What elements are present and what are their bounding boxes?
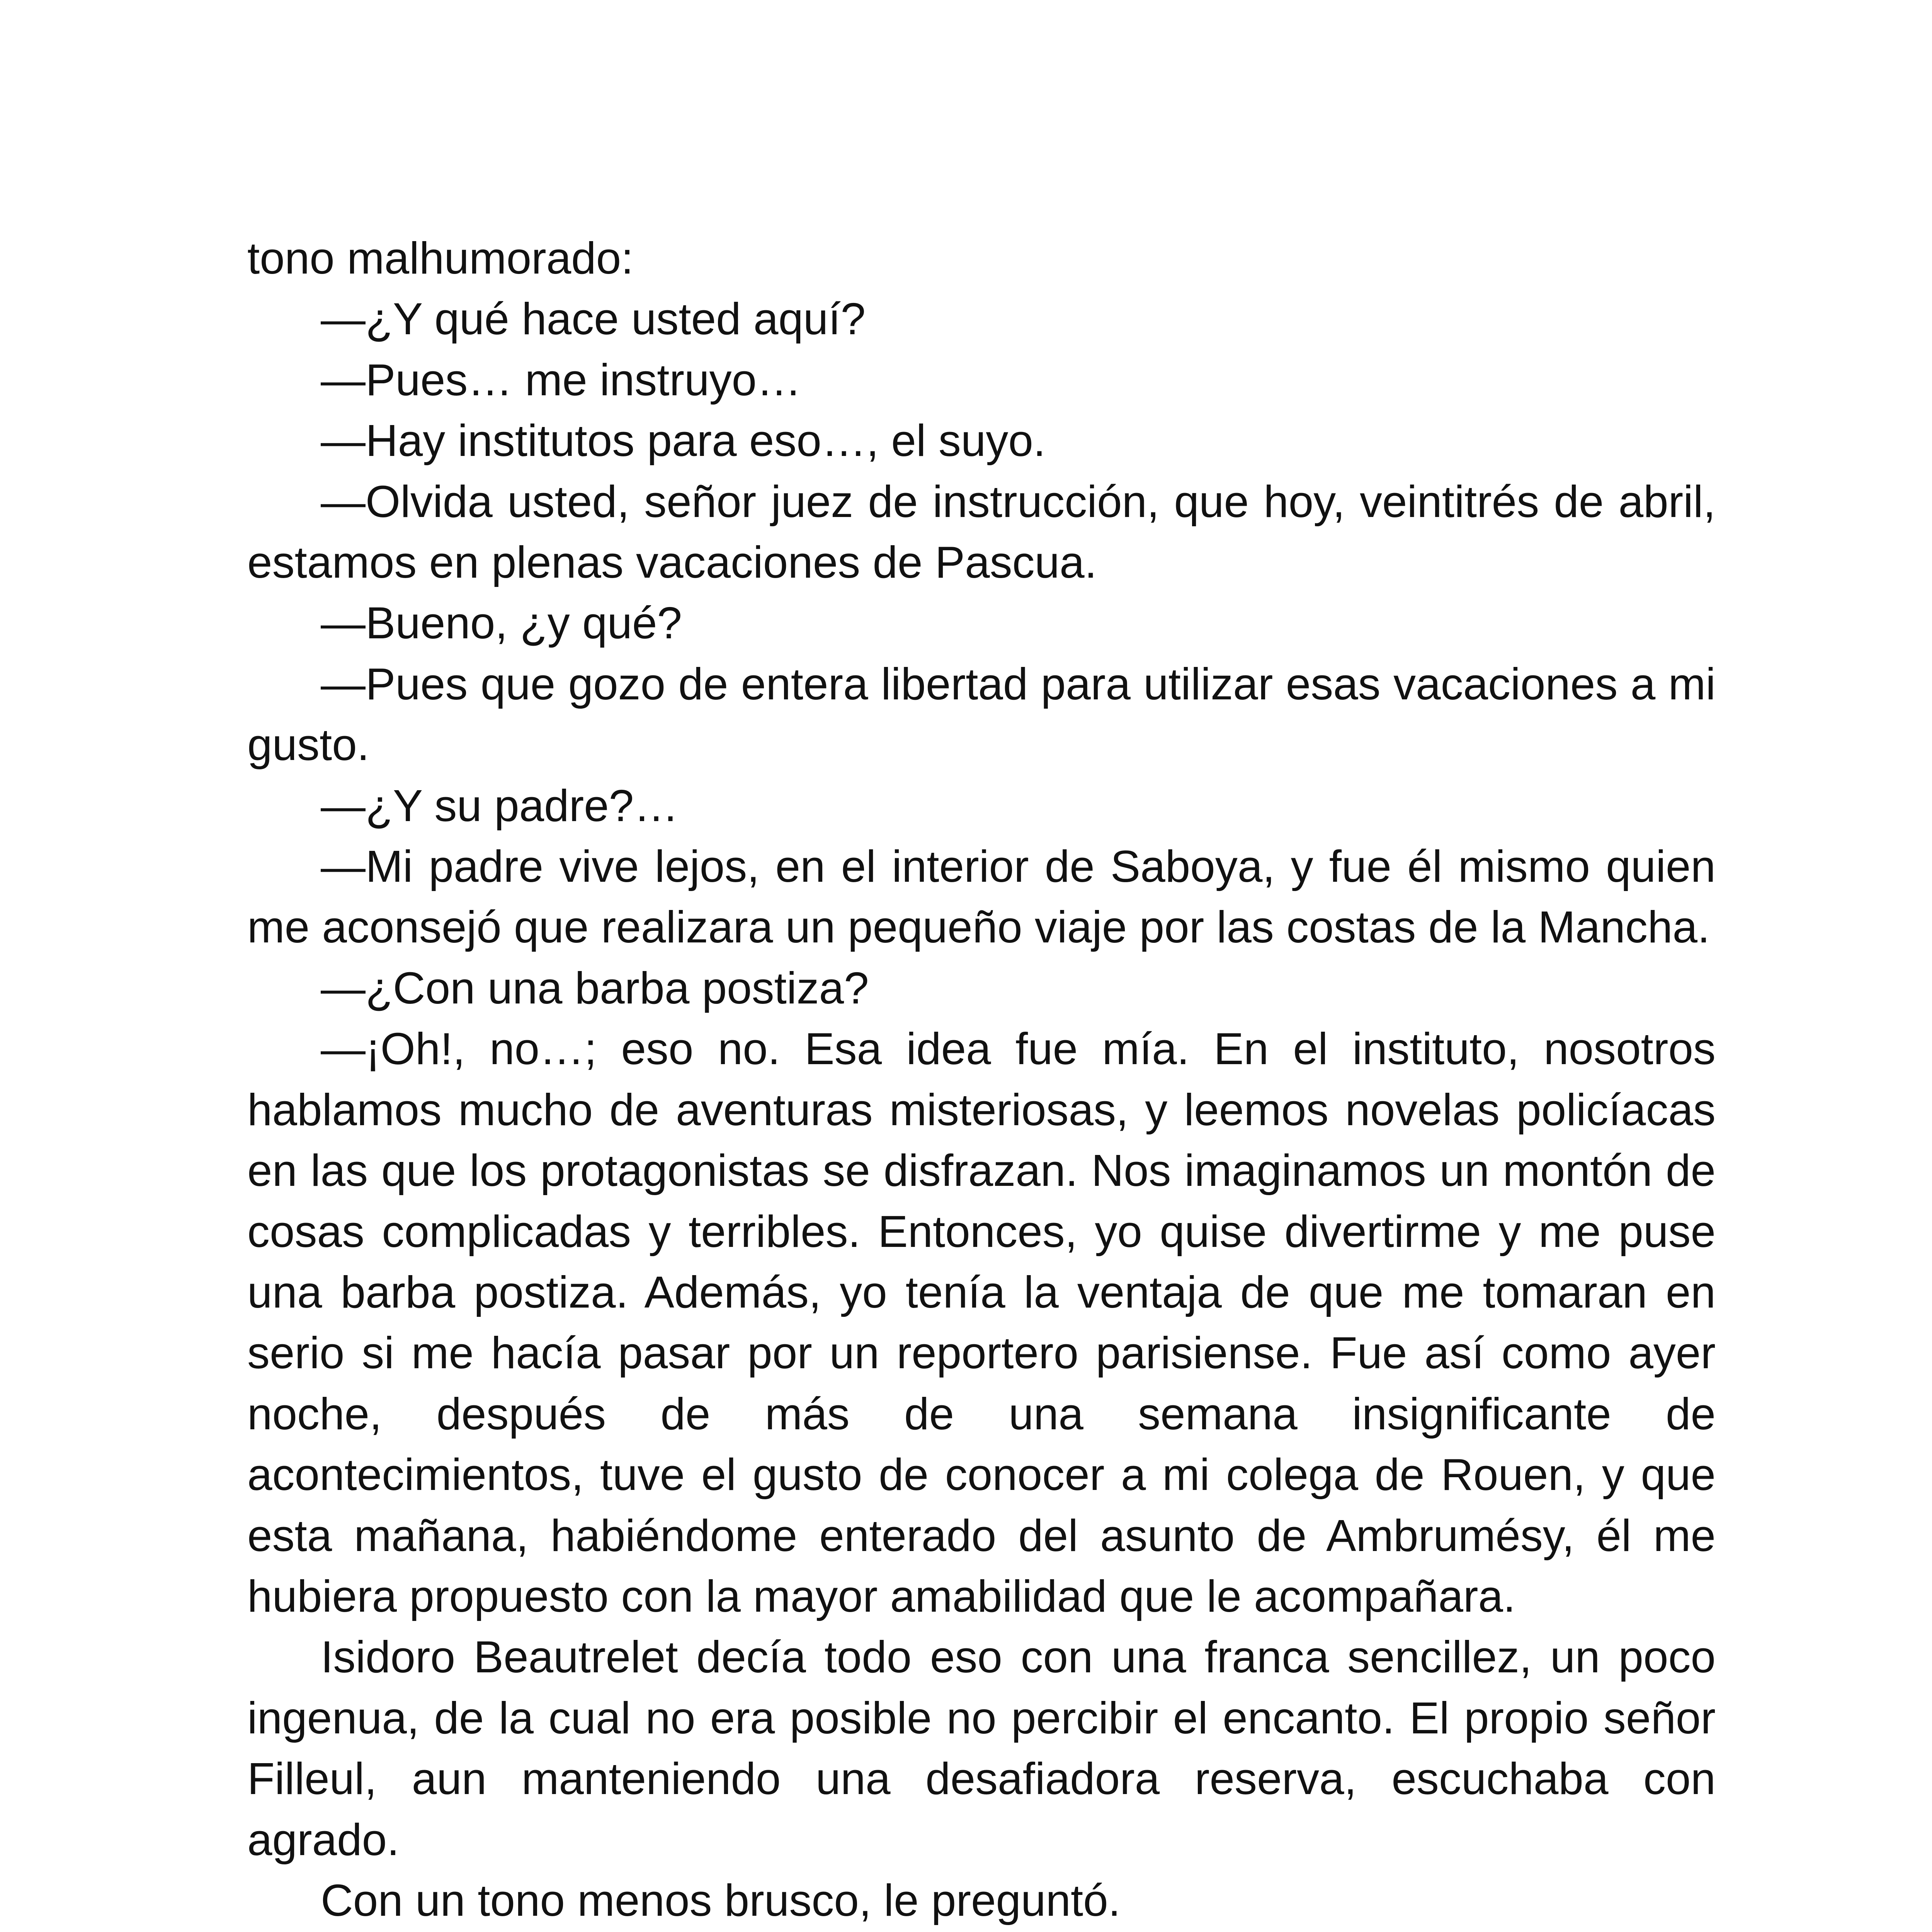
paragraph-9: —Mi padre vive lejos, en el interior de Saboya, y fue él mismo quien me aconsejó que realizara un pequeño viaje por las costas de la Mancha.	[247, 841, 1716, 952]
paragraph-3: —Pues… me instruyo…	[321, 354, 802, 405]
paragraph-7: —Pues que gozo de entera libertad para utilizar esas vacaciones a mi gusto.	[247, 658, 1716, 770]
paragraph-12: Isidoro Beautrelet decía todo eso con una franca sencillez, un poco ingenua, de la cual no era posible no percibir el encanto. El propio señor Filleul, aun manteniendo una desafiadora reserva, escuchaba con agrado.	[247, 1632, 1716, 1865]
body-text	[247, 228, 1716, 1932]
paragraph-2: —¿Y qué hace usted aquí?	[321, 294, 866, 344]
paragraph-11: —¡Oh!, no…; eso no. Esa idea fue mía. En el instituto, nosotros hablamos mucho de aventuras misteriosas, y leemos novelas policíacas en las que los protagonistas se disfrazan. Nos imaginamos un montón de cosas complicadas y terribles. Entonces, yo quise divertirme y me puse una barba postiza. Además, yo tenía la ventaja de que me tomaran en serio si me hacía pasar por un reportero parisiense. Fue así como ayer noche, después de más de una semana insignificante de acontecimientos, tuve el gusto de conocer a mi colega de Rouen, y que esta mañana, habiéndome enterado del asunto de Ambrumésy, él me hubiera propuesto con la mayor amabilidad que le acompañara.	[247, 1024, 1716, 1621]
paragraph-5: —Olvida usted, señor juez de instrucción, que hoy, veintitrés de abril, estamos en plenas vacaciones de Pascua.	[247, 476, 1716, 588]
paragraph-8: —¿Y su padre?…	[321, 780, 679, 831]
paragraph-10: —¿Con una barba postiza?	[321, 963, 869, 1013]
paragraph-6: —Bueno, ¿y qué?	[321, 598, 682, 648]
paragraph-13: Con un tono menos brusco, le preguntó.	[321, 1875, 1121, 1925]
paragraph-4: —Hay institutos para eso…, el suyo.	[321, 415, 1046, 466]
paragraph-1: tono malhumorado:	[247, 233, 634, 283]
